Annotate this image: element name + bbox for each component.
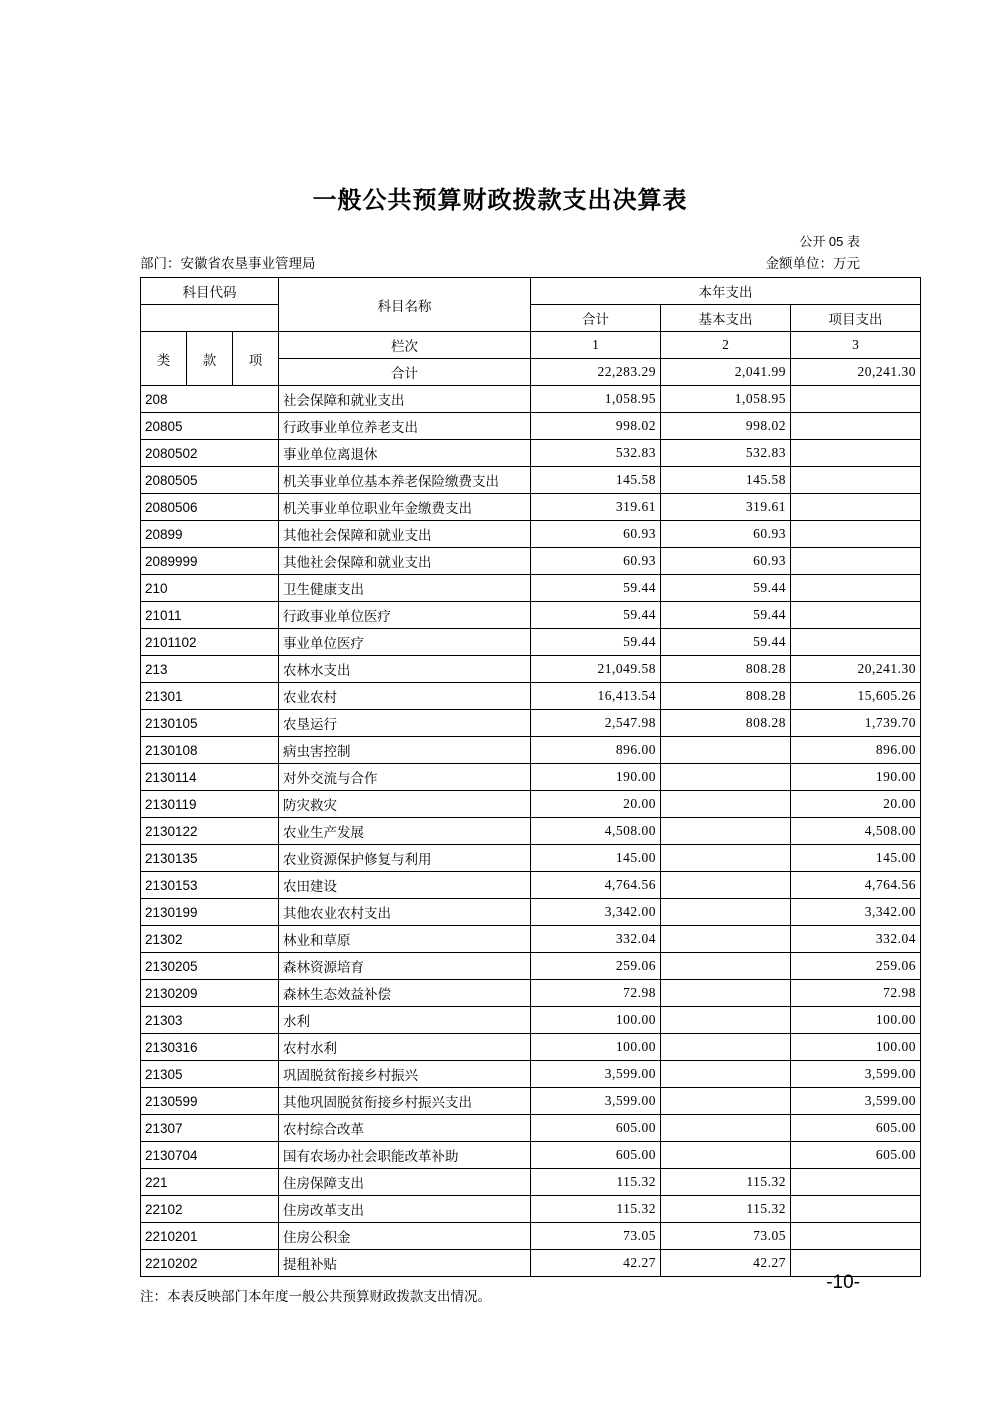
table-row [141, 926, 921, 953]
row-code: 2089999 [141, 548, 279, 575]
row-total: 72.98 [531, 980, 661, 1007]
table-row [141, 548, 921, 575]
row-total: 73.05 [531, 1223, 661, 1250]
row-project [791, 629, 921, 656]
row-subject-name: 其他社会保障和就业支出 [279, 548, 531, 575]
row-basic: 60.93 [661, 521, 791, 548]
table-row [141, 872, 921, 899]
table-row [141, 386, 921, 413]
row-total: 4,508.00 [531, 818, 661, 845]
table-row [141, 413, 921, 440]
header-col-2: 2 [661, 332, 791, 359]
row-code: 21302 [141, 926, 279, 953]
table-body [141, 386, 921, 1277]
row-basic: 60.93 [661, 548, 791, 575]
row-project: 332.04 [791, 926, 921, 953]
row-total: 100.00 [531, 1007, 661, 1034]
row-subject-name: 农村水利 [279, 1034, 531, 1061]
row-code: 2130153 [141, 872, 279, 899]
header-class: 类 [141, 332, 187, 386]
table-row [141, 953, 921, 980]
row-project [791, 521, 921, 548]
row-basic: 59.44 [661, 602, 791, 629]
row-code: 208 [141, 386, 279, 413]
row-subject-name: 事业单位离退休 [279, 440, 531, 467]
row-project: 896.00 [791, 737, 921, 764]
row-subject-name: 卫生健康支出 [279, 575, 531, 602]
row-code: 2130114 [141, 764, 279, 791]
row-total: 896.00 [531, 737, 661, 764]
row-project: 100.00 [791, 1034, 921, 1061]
table-row [141, 1061, 921, 1088]
row-subject-name: 住房改革支出 [279, 1196, 531, 1223]
row-basic: 532.83 [661, 440, 791, 467]
row-code: 2130135 [141, 845, 279, 872]
row-code: 2080506 [141, 494, 279, 521]
row-total: 3,599.00 [531, 1088, 661, 1115]
row-code: 2130316 [141, 1034, 279, 1061]
row-subject-name: 行政事业单位养老支出 [279, 413, 531, 440]
table-row [141, 818, 921, 845]
form-code: 公开 05 表 [799, 234, 860, 249]
page-title: 一般公共预算财政拨款支出决算表 [312, 187, 688, 214]
row-code: 2210202 [141, 1250, 279, 1277]
table-row [141, 521, 921, 548]
header-item: 项 [233, 332, 279, 386]
row-subject-name: 农林水支出 [279, 656, 531, 683]
row-total: 60.93 [531, 548, 661, 575]
row-subject-name: 事业单位医疗 [279, 629, 531, 656]
header-section: 款 [187, 332, 233, 386]
row-total: 59.44 [531, 575, 661, 602]
row-code: 2130209 [141, 980, 279, 1007]
total-row-label: 合计 [279, 359, 531, 386]
row-code: 21011 [141, 602, 279, 629]
row-total: 2,547.98 [531, 710, 661, 737]
table-row [141, 683, 921, 710]
table-row [141, 1115, 921, 1142]
table-row [141, 575, 921, 602]
row-subject-name: 森林生态效益补偿 [279, 980, 531, 1007]
header-code-group-spacer [141, 305, 279, 332]
header-subject-name: 科目名称 [279, 278, 531, 332]
row-total: 60.93 [531, 521, 661, 548]
row-code: 2130205 [141, 953, 279, 980]
row-code: 2130108 [141, 737, 279, 764]
row-subject-name: 其他社会保障和就业支出 [279, 521, 531, 548]
row-code: 210 [141, 575, 279, 602]
row-basic [661, 980, 791, 1007]
row-subject-name: 对外交流与合作 [279, 764, 531, 791]
total-project: 20,241.30 [791, 359, 921, 386]
row-subject-name: 国有农场办社会职能改革补助 [279, 1142, 531, 1169]
row-basic [661, 791, 791, 818]
page-number: -10- [826, 1272, 860, 1293]
row-basic [661, 899, 791, 926]
row-total: 605.00 [531, 1142, 661, 1169]
row-basic [661, 1061, 791, 1088]
row-subject-name: 农田建设 [279, 872, 531, 899]
row-basic: 73.05 [661, 1223, 791, 1250]
table-row [141, 1142, 921, 1169]
table-row [141, 1034, 921, 1061]
row-code: 2130105 [141, 710, 279, 737]
table-row [141, 737, 921, 764]
row-project: 72.98 [791, 980, 921, 1007]
table-row [141, 710, 921, 737]
row-project: 1,739.70 [791, 710, 921, 737]
row-subject-name: 其他农业农村支出 [279, 899, 531, 926]
row-basic [661, 1142, 791, 1169]
table-row [141, 494, 921, 521]
row-basic [661, 1034, 791, 1061]
row-total: 332.04 [531, 926, 661, 953]
row-code: 22102 [141, 1196, 279, 1223]
row-subject-name: 农业生产发展 [279, 818, 531, 845]
row-subject-name: 机关事业单位职业年金缴费支出 [279, 494, 531, 521]
row-basic: 145.58 [661, 467, 791, 494]
row-total: 259.06 [531, 953, 661, 980]
row-project: 605.00 [791, 1142, 921, 1169]
row-project: 145.00 [791, 845, 921, 872]
row-basic [661, 872, 791, 899]
row-project [791, 440, 921, 467]
table-row [141, 1196, 921, 1223]
form-code-row [140, 231, 860, 250]
header-basic: 基本支出 [661, 305, 791, 332]
row-subject-name: 行政事业单位医疗 [279, 602, 531, 629]
row-basic [661, 818, 791, 845]
row-project: 3,599.00 [791, 1061, 921, 1088]
row-subject-name: 林业和草原 [279, 926, 531, 953]
row-total: 1,058.95 [531, 386, 661, 413]
row-total: 319.61 [531, 494, 661, 521]
row-subject-name: 农垦运行 [279, 710, 531, 737]
row-basic: 115.32 [661, 1196, 791, 1223]
row-project [791, 413, 921, 440]
table-row [141, 467, 921, 494]
row-total: 3,599.00 [531, 1061, 661, 1088]
row-total: 145.00 [531, 845, 661, 872]
row-subject-name: 其他巩固脱贫衔接乡村振兴支出 [279, 1088, 531, 1115]
row-project: 3,342.00 [791, 899, 921, 926]
row-basic [661, 1088, 791, 1115]
row-subject-name: 农村综合改革 [279, 1115, 531, 1142]
row-project: 190.00 [791, 764, 921, 791]
row-basic: 998.02 [661, 413, 791, 440]
row-code: 21301 [141, 683, 279, 710]
row-total: 20.00 [531, 791, 661, 818]
row-subject-name: 病虫害控制 [279, 737, 531, 764]
meta-row [140, 252, 860, 272]
table-row [141, 845, 921, 872]
row-basic [661, 845, 791, 872]
row-subject-name: 森林资源培育 [279, 953, 531, 980]
row-basic [661, 1007, 791, 1034]
row-project [791, 467, 921, 494]
row-basic: 115.32 [661, 1169, 791, 1196]
row-total: 42.27 [531, 1250, 661, 1277]
row-code: 21303 [141, 1007, 279, 1034]
row-project [791, 602, 921, 629]
total-sum: 22,283.29 [531, 359, 661, 386]
row-total: 4,764.56 [531, 872, 661, 899]
row-project [791, 1196, 921, 1223]
row-code: 213 [141, 656, 279, 683]
row-basic [661, 926, 791, 953]
table-row [141, 602, 921, 629]
total-basic: 2,041.99 [661, 359, 791, 386]
row-project: 100.00 [791, 1007, 921, 1034]
header-project: 项目支出 [791, 305, 921, 332]
table-row [141, 656, 921, 683]
row-basic [661, 953, 791, 980]
row-total: 605.00 [531, 1115, 661, 1142]
header-code-group: 科目代码 [141, 278, 279, 305]
row-code: 20899 [141, 521, 279, 548]
row-total: 59.44 [531, 602, 661, 629]
row-project [791, 575, 921, 602]
row-project [791, 548, 921, 575]
row-project [791, 386, 921, 413]
table-row [141, 1169, 921, 1196]
table-row [141, 440, 921, 467]
row-total: 115.32 [531, 1196, 661, 1223]
row-project: 4,508.00 [791, 818, 921, 845]
row-basic: 42.27 [661, 1250, 791, 1277]
row-code: 2130119 [141, 791, 279, 818]
row-total: 115.32 [531, 1169, 661, 1196]
row-code: 2130122 [141, 818, 279, 845]
row-basic [661, 737, 791, 764]
row-subject-name: 巩固脱贫衔接乡村振兴 [279, 1061, 531, 1088]
row-subject-name: 住房保障支出 [279, 1169, 531, 1196]
row-code: 2080502 [141, 440, 279, 467]
row-total: 59.44 [531, 629, 661, 656]
header-total: 合计 [531, 305, 661, 332]
header-column-label: 栏次 [279, 332, 531, 359]
row-total: 100.00 [531, 1034, 661, 1061]
budget-expenditure-table [140, 277, 921, 1277]
row-basic [661, 1115, 791, 1142]
row-project [791, 494, 921, 521]
row-total: 998.02 [531, 413, 661, 440]
header-col-1: 1 [531, 332, 661, 359]
row-subject-name: 水利 [279, 1007, 531, 1034]
row-code: 2130599 [141, 1088, 279, 1115]
row-code: 221 [141, 1169, 279, 1196]
row-project [791, 1169, 921, 1196]
department-label: 部门：安徽省农垦事业管理局 [140, 256, 316, 271]
row-code: 2080505 [141, 467, 279, 494]
table-row [141, 1250, 921, 1277]
table-row [141, 1088, 921, 1115]
row-basic: 319.61 [661, 494, 791, 521]
amount-unit-label: 金额单位：万元 [765, 256, 860, 271]
row-basic: 808.28 [661, 656, 791, 683]
row-total: 145.58 [531, 467, 661, 494]
table-header-row-1 [141, 278, 921, 305]
table-row [141, 980, 921, 1007]
row-project [791, 1223, 921, 1250]
row-subject-name: 农业资源保护修复与利用 [279, 845, 531, 872]
row-subject-name: 机关事业单位基本养老保险缴费支出 [279, 467, 531, 494]
row-code: 21307 [141, 1115, 279, 1142]
row-total: 21,049.58 [531, 656, 661, 683]
row-code: 2130199 [141, 899, 279, 926]
row-code: 2210201 [141, 1223, 279, 1250]
table-row [141, 899, 921, 926]
table-header-row-3 [141, 332, 921, 359]
row-code: 20805 [141, 413, 279, 440]
table-row [141, 1007, 921, 1034]
table-header-row-2 [141, 305, 921, 332]
row-basic: 808.28 [661, 710, 791, 737]
row-project: 4,764.56 [791, 872, 921, 899]
row-subject-name: 防灾救灾 [279, 791, 531, 818]
row-total: 3,342.00 [531, 899, 661, 926]
row-project: 605.00 [791, 1115, 921, 1142]
row-total: 532.83 [531, 440, 661, 467]
row-code: 2130704 [141, 1142, 279, 1169]
row-project: 20.00 [791, 791, 921, 818]
row-subject-name: 社会保障和就业支出 [279, 386, 531, 413]
row-basic [661, 764, 791, 791]
row-project: 15,605.26 [791, 683, 921, 710]
table-row [141, 791, 921, 818]
header-year-expense: 本年支出 [531, 278, 921, 305]
row-code: 21305 [141, 1061, 279, 1088]
row-basic: 808.28 [661, 683, 791, 710]
table-note: 注：本表反映部门本年度一般公共预算财政拨款支出情况。 [140, 1289, 491, 1304]
row-project: 259.06 [791, 953, 921, 980]
row-subject-name: 提租补贴 [279, 1250, 531, 1277]
header-col-3: 3 [791, 332, 921, 359]
row-basic: 59.44 [661, 629, 791, 656]
table-row [141, 764, 921, 791]
row-code: 2101102 [141, 629, 279, 656]
row-basic: 59.44 [661, 575, 791, 602]
row-basic: 1,058.95 [661, 386, 791, 413]
row-project: 3,599.00 [791, 1088, 921, 1115]
row-total: 16,413.54 [531, 683, 661, 710]
table-row [141, 629, 921, 656]
row-total: 190.00 [531, 764, 661, 791]
row-subject-name: 住房公积金 [279, 1223, 531, 1250]
table-row [141, 1223, 921, 1250]
row-project: 20,241.30 [791, 656, 921, 683]
row-subject-name: 农业农村 [279, 683, 531, 710]
